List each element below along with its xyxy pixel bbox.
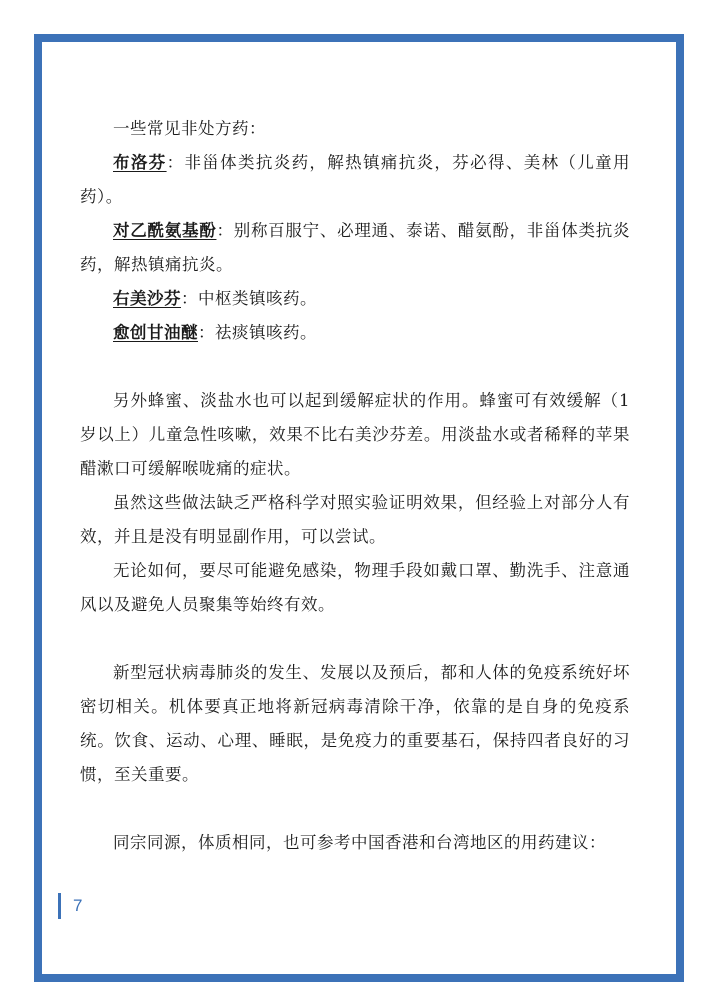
drug-item: 对乙酰氨基酚：别称百服宁、必理通、泰诺、醋氨酚，非甾体类抗炎药，解热镇痛抗炎。	[80, 221, 631, 274]
drug-item: 愈创甘油醚：祛痰镇咳药。	[113, 323, 317, 342]
paragraph: 同宗同源，体质相同，也可参考中国香港和台湾地区的用药建议：	[113, 833, 606, 852]
drug-desc: 别称百服宁、必理通、泰诺、醋氨酚，非甾体类抗炎药，解热镇痛抗炎。	[80, 221, 631, 274]
paragraph: 虽然这些做法缺乏严格科学对照实验证明效果，但经验上对部分人有效，并且是没有明显副作用，可以尝试。	[80, 493, 630, 546]
page-number: 7	[58, 893, 82, 919]
spacer	[80, 792, 630, 826]
drug-name: 愈创甘油醚	[113, 323, 198, 342]
drug-name: 右美沙芬	[113, 289, 181, 308]
paragraph: 新型冠状病毒肺炎的发生、发展以及预后，都和人体的免疫系统好坏密切相关。机体要真正地将新冠病毒清除干净，依靠的是自身的免疫系统。饮食、运动、心理、睡眠，是免疫力的重要基石，保持四者良好的习惯，至关重要。	[80, 663, 630, 784]
spacer	[80, 622, 630, 656]
drug-desc: 中枢类镇咳药。	[198, 289, 317, 308]
paragraph: 无论如何，要尽可能避免感染，物理手段如戴口罩、勤洗手、注意通风以及避免人员聚集等始终有效。	[80, 561, 630, 614]
spacer	[80, 350, 630, 384]
drug-item: 右美沙芬：中枢类镇咳药。	[113, 289, 317, 308]
intro-line: 一些常见非处方药：	[113, 119, 266, 138]
paragraph: 另外蜂蜜、淡盐水也可以起到缓解症状的作用。蜂蜜可有效缓解（1岁以上）儿童急性咳嗽，效果不比右美沙芬差。用淡盐水或者稀释的苹果醋漱口可缓解喉咙痛的症状。	[80, 391, 630, 478]
drug-item: 布洛芬：非甾体类抗炎药，解热镇痛抗炎，芬必得、美林（儿童用药）。	[80, 153, 631, 206]
drug-name: 布洛芬	[113, 153, 167, 172]
drug-desc: 祛痰镇咳药。	[215, 323, 317, 342]
document-body	[80, 112, 630, 860]
drug-name: 对乙酰氨基酚	[113, 221, 217, 240]
drug-desc: 非甾体类抗炎药，解热镇痛抗炎，芬必得、美林（儿童用药）。	[80, 153, 631, 206]
